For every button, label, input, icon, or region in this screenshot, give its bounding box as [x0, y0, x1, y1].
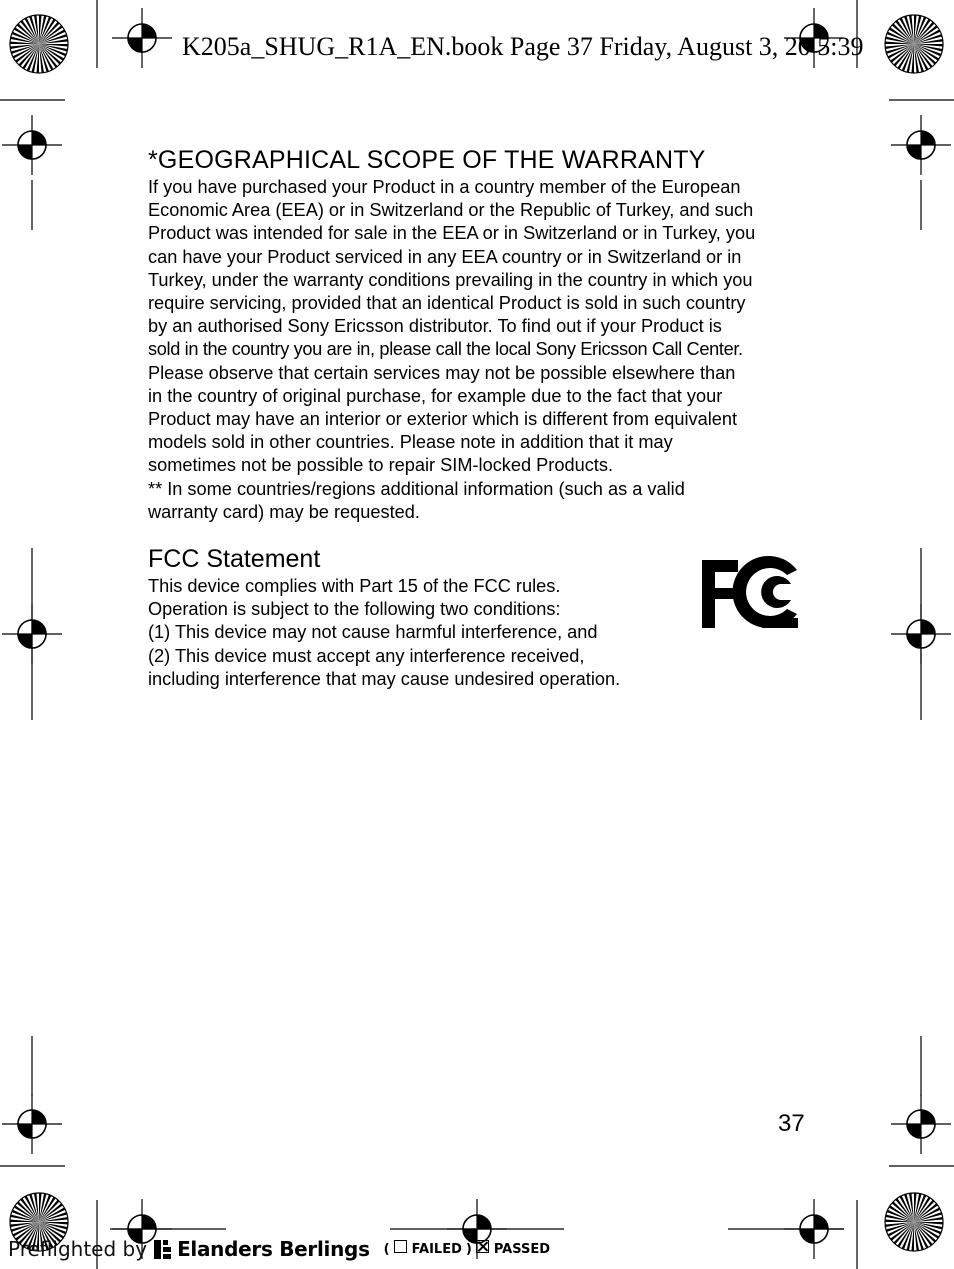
fcc-section-title: FCC Statement [148, 545, 321, 574]
open-paren: ( [383, 1241, 390, 1257]
elanders-logo-icon [153, 1238, 173, 1260]
elanders-logo [153, 1237, 370, 1261]
close-paren: ) [465, 1241, 472, 1257]
body-line: in the country of original purchase, for example due to the fact that your [148, 385, 723, 406]
brand-name: Elanders Berlings [177, 1237, 370, 1261]
preflight-label: Preflighted by [8, 1237, 148, 1261]
body-line: Turkey, under the warranty conditions prevailing in the country in which you [148, 269, 753, 290]
body-line: Operation is subject to the following two conditions: [148, 599, 561, 620]
star-target-icon [885, 15, 943, 73]
passed-checkbox [476, 1240, 489, 1253]
failed-checkbox [394, 1240, 407, 1253]
passed-label: PASSED [493, 1241, 551, 1257]
preflight-status [384, 1242, 554, 1257]
body-line: by an authorised Sony Ericsson distributor. To find out if your Product is [148, 316, 722, 337]
body-line: sold in the country you are in, please call the local Sony Ericsson Call Center. [148, 339, 743, 360]
fcc-logo-icon [700, 556, 800, 630]
body-line: If you have purchased your Product in a country member of the European [148, 177, 741, 197]
body-line: Product may have an interior or exterior which is different from equivalent [148, 409, 738, 430]
body-line: (2) This device must accept any interference received, [148, 645, 585, 666]
preflight-footer [8, 1234, 554, 1264]
page-number: 37 [778, 1110, 805, 1137]
body-line: including interference that may cause undesired operation. [148, 668, 621, 689]
body-line: This device complies with Part 15 of the FCC rules. [148, 576, 561, 597]
body-line: Product was intended for sale in the EEA or in Switzerland or in Turkey, you [148, 223, 756, 244]
body-line: sometimes not be possible to repair SIM-locked Products. [148, 455, 613, 476]
body-line: Economic Area (EEA) or in Switzerland or the Republic of Turkey, and such [148, 200, 754, 221]
warranty-body-text [148, 176, 808, 524]
body-line: (1) This device may not cause harmful interference, and [148, 622, 598, 643]
body-line: Please observe that certain services may not be possible elsewhere than [148, 362, 736, 383]
failed-label: FAILED [411, 1241, 462, 1257]
warranty-section-title: *GEOGRAPHICAL SCOPE OF THE WARRANTY [148, 146, 706, 174]
body-line: require servicing, provided that an identical Product is sold in such country [148, 293, 746, 314]
star-target-icon [885, 1193, 943, 1251]
body-line: models sold in other countries. Please note in addition that it may [148, 432, 673, 453]
body-line: ** In some countries/regions additional information (such as a valid [148, 478, 685, 499]
star-target-icon [10, 15, 68, 73]
body-line: warranty card) may be requested. [148, 501, 420, 522]
file-info-header: K205a_SHUG_R1A_EN.book Page 37 Friday, August 3, 20 5:39 [182, 32, 864, 61]
body-line: can have your Product serviced in any EEA country or in Switzerland or in [148, 246, 742, 267]
